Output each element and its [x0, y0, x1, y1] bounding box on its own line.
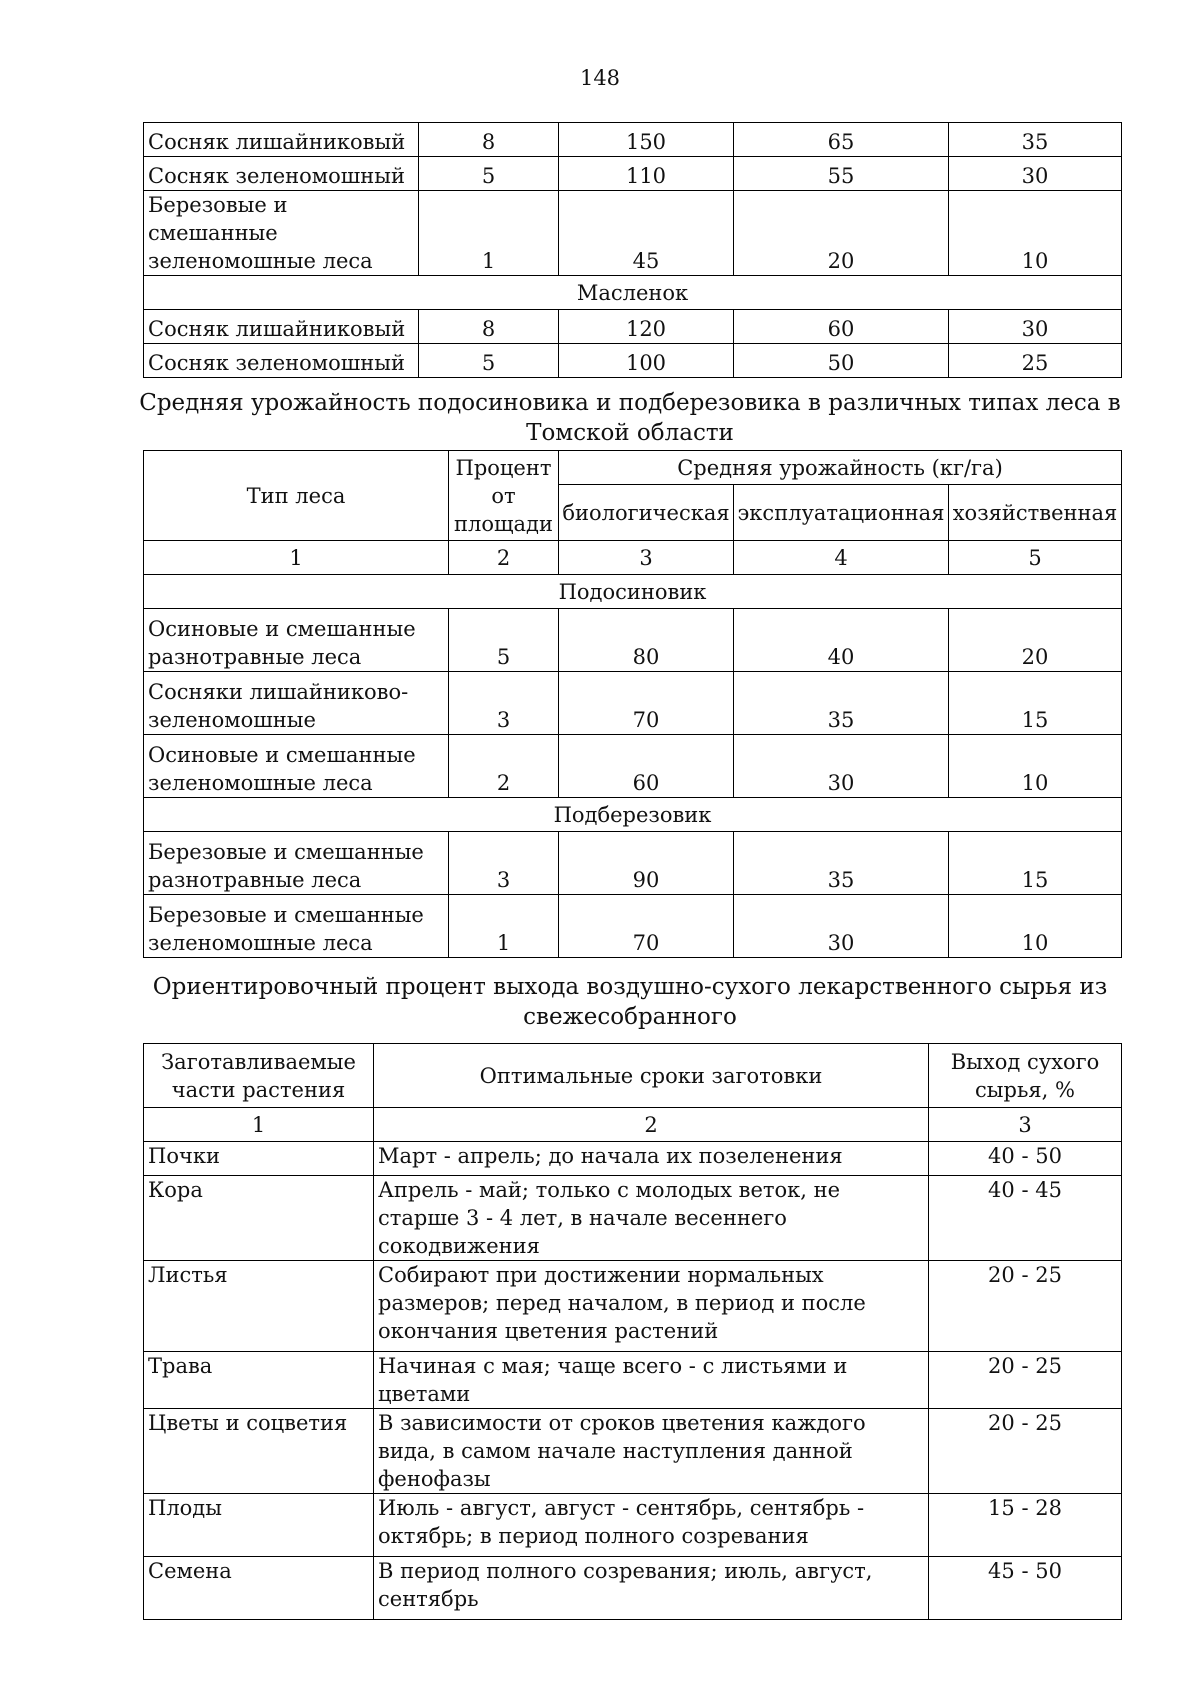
column-number-row	[144, 1108, 1122, 1142]
column-number: 2	[449, 541, 559, 575]
table-row	[144, 735, 1122, 798]
table-row	[144, 1176, 1122, 1261]
value-cell: 3	[449, 672, 559, 735]
forest-type-cell: Сосняк лишайниковый	[144, 123, 419, 157]
table-row	[144, 123, 1122, 157]
column-number: 3	[559, 541, 734, 575]
header-optimal-terms: Оптимальные сроки заготовки	[374, 1044, 929, 1108]
table-row	[144, 1494, 1122, 1557]
header-row	[144, 1044, 1122, 1108]
plant-part-cell: Семена	[144, 1557, 374, 1620]
value-cell: 60	[734, 310, 949, 344]
value-cell: 30	[734, 895, 949, 958]
value-cell: 50	[734, 344, 949, 378]
value-cell: 1	[449, 895, 559, 958]
section-title-podosinovik: Подосиновик	[144, 575, 1122, 609]
column-number: 1	[144, 541, 449, 575]
table-row	[144, 1261, 1122, 1352]
value-cell: 20	[949, 609, 1122, 672]
table-row	[144, 895, 1122, 958]
forest-type-cell: Осиновые и смешанные разнотравные леса	[144, 609, 449, 672]
table-row	[144, 1557, 1122, 1620]
terms-cell: Начиная с мая; чаще всего - с листьями и цветами	[374, 1352, 929, 1409]
plant-part-cell: Плоды	[144, 1494, 374, 1557]
plant-part-cell: Кора	[144, 1176, 374, 1261]
table-row	[144, 157, 1122, 191]
value-cell: 10	[949, 735, 1122, 798]
value-cell: 2	[449, 735, 559, 798]
table-row	[144, 672, 1122, 735]
yield-cell: 45 - 50	[929, 1557, 1122, 1620]
forest-type-cell: Березовые и смешанные зеленомошные леса	[144, 895, 449, 958]
header-biological: биологическая	[559, 485, 734, 541]
forest-type-cell: Березовые и смешанные зеленомошные леса	[144, 191, 419, 276]
terms-cell: В период полного созревания; июль, август, сентябрь	[374, 1557, 929, 1620]
table-row	[144, 1352, 1122, 1409]
value-cell: 90	[559, 832, 734, 895]
page-number: 148	[579, 66, 621, 90]
forest-type-cell: Сосняк лишайниковый	[144, 310, 419, 344]
value-cell: 15	[949, 672, 1122, 735]
terms-cell: Март - апрель; до начала их позеленения	[374, 1142, 929, 1176]
value-cell: 45	[559, 191, 734, 276]
table-row	[144, 832, 1122, 895]
forest-type-cell: Сосняк зеленомошный	[144, 344, 419, 378]
table3-caption: Ориентировочный процент выхода воздушно-сухого лекарственного сырья из свежесобранного	[152, 974, 1108, 1030]
section-title-podberezovik: Подберезовик	[144, 798, 1122, 832]
terms-cell: В зависимости от сроков цветения каждого вида, в самом начале наступления данной фенофазы	[374, 1409, 929, 1494]
header-plant-parts: Заготавливаемые части растения	[144, 1044, 374, 1108]
plant-part-cell: Почки	[144, 1142, 374, 1176]
value-cell: 5	[419, 157, 559, 191]
yield-cell: 20 - 25	[929, 1261, 1122, 1352]
table-row	[144, 191, 1122, 276]
header-exploitation: эксплуатационная	[734, 485, 949, 541]
value-cell: 8	[419, 123, 559, 157]
plant-part-cell: Цветы и соцветия	[144, 1409, 374, 1494]
value-cell: 100	[559, 344, 734, 378]
plant-part-cell: Трава	[144, 1352, 374, 1409]
value-cell: 30	[734, 735, 949, 798]
forest-type-cell: Сосняк зеленомошный	[144, 157, 419, 191]
value-cell: 15	[949, 832, 1122, 895]
value-cell: 10	[949, 895, 1122, 958]
yield-cell: 40 - 50	[929, 1142, 1122, 1176]
table-row	[144, 609, 1122, 672]
yield-cell: 40 - 45	[929, 1176, 1122, 1261]
section-row	[144, 276, 1122, 310]
column-number-row	[144, 541, 1122, 575]
column-number: 4	[734, 541, 949, 575]
table-yield-boletus	[143, 450, 1122, 958]
value-cell: 25	[949, 344, 1122, 378]
yield-cell: 20 - 25	[929, 1409, 1122, 1494]
header-dry-yield: Выход сухого сырья, %	[929, 1044, 1122, 1108]
forest-type-cell: Сосняки лишайниково-зеленомошные	[144, 672, 449, 735]
section-row	[144, 798, 1122, 832]
header-percent-area: Процент от площади	[449, 451, 559, 541]
header-average-yield: Средняя урожайность (кг/га)	[559, 451, 1122, 485]
value-cell: 30	[949, 310, 1122, 344]
yield-cell: 15 - 28	[929, 1494, 1122, 1557]
value-cell: 35	[734, 832, 949, 895]
value-cell: 3	[449, 832, 559, 895]
column-number: 1	[144, 1108, 374, 1142]
value-cell: 40	[734, 609, 949, 672]
header-forest-type: Тип леса	[144, 451, 449, 541]
table-row	[144, 344, 1122, 378]
section-row	[144, 575, 1122, 609]
value-cell: 30	[949, 157, 1122, 191]
column-number: 2	[374, 1108, 929, 1142]
value-cell: 35	[949, 123, 1122, 157]
value-cell: 10	[949, 191, 1122, 276]
value-cell: 70	[559, 672, 734, 735]
value-cell: 80	[559, 609, 734, 672]
terms-cell: Собирают при достижении нормальных размеров; перед началом, в период и после окончания цветения растений	[374, 1261, 929, 1352]
table-row	[144, 1142, 1122, 1176]
header-economic: хозяйственная	[949, 485, 1122, 541]
terms-cell: Апрель - май; только с молодых веток, не старше 3 - 4 лет, в начале весеннего сокодвижения	[374, 1176, 929, 1261]
value-cell: 8	[419, 310, 559, 344]
table2-caption: Средняя урожайность подосиновика и подберезовика в различных типах леса в Томской области	[139, 390, 1121, 446]
forest-type-cell: Березовые и смешанные разнотравные леса	[144, 832, 449, 895]
yield-cell: 20 - 25	[929, 1352, 1122, 1409]
header-row	[144, 451, 1122, 485]
value-cell: 110	[559, 157, 734, 191]
value-cell: 65	[734, 123, 949, 157]
value-cell: 60	[559, 735, 734, 798]
column-number: 5	[949, 541, 1122, 575]
value-cell: 120	[559, 310, 734, 344]
section-title-masljonok: Масленок	[144, 276, 1122, 310]
value-cell: 35	[734, 672, 949, 735]
value-cell: 5	[419, 344, 559, 378]
terms-cell: Июль - август, август - сентябрь, сентябрь - октябрь; в период полного созревания	[374, 1494, 929, 1557]
table-raw-material-yield	[143, 1043, 1122, 1620]
table-row	[144, 310, 1122, 344]
forest-type-cell: Осиновые и смешанные зеленомошные леса	[144, 735, 449, 798]
value-cell: 150	[559, 123, 734, 157]
table-row	[144, 1409, 1122, 1494]
plant-part-cell: Листья	[144, 1261, 374, 1352]
value-cell: 55	[734, 157, 949, 191]
value-cell: 70	[559, 895, 734, 958]
table-continuation	[143, 122, 1122, 378]
value-cell: 1	[419, 191, 559, 276]
value-cell: 20	[734, 191, 949, 276]
column-number: 3	[929, 1108, 1122, 1142]
value-cell: 5	[449, 609, 559, 672]
